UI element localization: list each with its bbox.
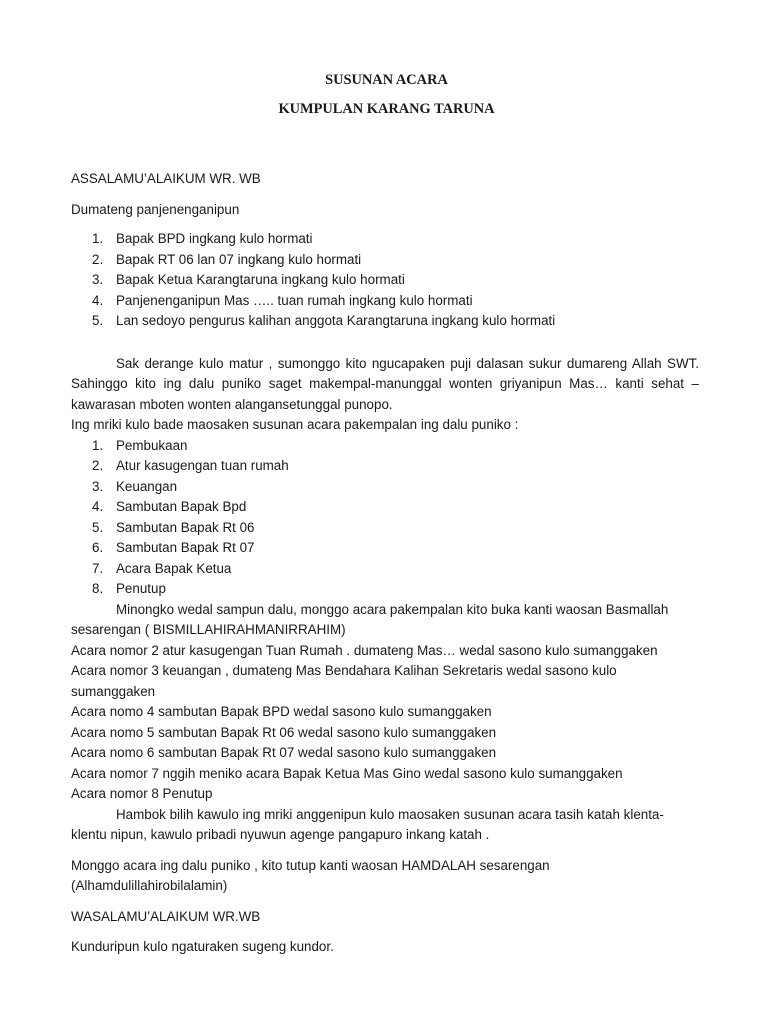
list-number: 8. [92, 581, 104, 596]
address-list [71, 229, 699, 332]
list-number: 7. [92, 560, 104, 576]
list-item-text: Sambutan Bapak Rt 06 [116, 519, 255, 535]
list-number: 1. [92, 437, 104, 453]
agenda-line: Acara nomor 7 nggih meniko acara Bapak Ketua Mas Gino wedal sasono kulo sumanggaken [71, 765, 623, 781]
apology-paragraph: Hambok bilih kawulo ing mriki anggenipun kulo maosaken susunan acara tasih katah klenta-klentu nipun, kawulo pribadi nyuwun agenge pangapuro inkang katah . [71, 806, 664, 842]
final-line: Kunduripun kulo ngaturaken sugeng kundor. [71, 939, 334, 954]
list-item-text: Atur kasugengan tuan rumah [116, 458, 289, 473]
agenda-list-item [71, 518, 699, 539]
list-item-text: Panjenenganipun Mas ….. tuan rumah ingkang kulo hormati [116, 292, 473, 308]
agenda-list-item [71, 436, 699, 457]
list-item-text: Bapak RT 06 lan 07 ingkang kulo hormati [116, 251, 362, 267]
list-number: 1. [92, 231, 104, 246]
list-number: 4. [92, 292, 104, 308]
address-list-item [71, 291, 699, 312]
agenda-list-item [71, 538, 699, 559]
list-number: 5. [92, 313, 104, 328]
agenda-list-item [71, 456, 699, 477]
address-list-item [71, 250, 699, 271]
address-list-item [71, 311, 699, 332]
agenda-line: Acara nomo 6 sambutan Bapak Rt 07 wedal sasono kulo sumanggaken [71, 745, 497, 760]
list-item-text: Bapak BPD ingkang kulo hormati [116, 231, 313, 246]
agenda-intro: Ing mriki kulo bade maosaken susunan acara pakempalan ing dalu puniko : [71, 417, 519, 432]
agenda-line: Acara nomor 2 atur kasugengan Tuan Rumah . dumateng Mas… wedal sasono kulo sumanggaken [71, 642, 658, 658]
agenda-list [71, 436, 699, 600]
list-item-text: Sambutan Bapak Bpd [116, 499, 247, 514]
list-number: 3. [92, 272, 104, 287]
list-number: 6. [92, 540, 104, 555]
list-number: 2. [92, 458, 104, 473]
address-list-item [71, 270, 699, 291]
agenda-line: Acara nomo 4 sambutan Bapak BPD wedal sasono kulo sumanggaken [71, 704, 492, 719]
list-number: 4. [92, 499, 104, 514]
agenda-list-item [71, 477, 699, 498]
document-subtitle: KUMPULAN KARANG TARUNA [278, 101, 495, 117]
agenda-line: Acara nomo 5 sambutan Bapak Rt 06 wedal sasono kulo sumanggaken [71, 724, 497, 740]
list-item-text: Keuangan [116, 478, 178, 494]
agenda-list-item [71, 579, 699, 600]
list-number: 3. [92, 478, 104, 494]
document-title: SUSUNAN ACARA [325, 72, 448, 88]
list-number: 2. [92, 251, 104, 267]
list-item-text: Bapak Ketua Karangtaruna ingkang kulo hormati [116, 272, 405, 287]
closing-greeting: WASALAMU’ALAIKUM WR.WB [71, 908, 261, 924]
list-item-text: Pembukaan [116, 437, 188, 453]
document-page [71, 70, 699, 958]
agenda-list-item [71, 559, 699, 580]
list-item-text: Penutup [116, 581, 166, 596]
agenda-list-item [71, 497, 699, 518]
list-item-text: Acara Bapak Ketua [116, 560, 232, 576]
list-item-text: Lan sedoyo pengurus kalihan anggota Karangtaruna ingkang kulo hormati [116, 313, 556, 328]
agenda-line: Acara nomor 3 keuangan , dumateng Mas Bendahara Kalihan Sekretaris wedal sasono kulo sumanggaken [71, 663, 617, 699]
agenda-line: Acara nomor 8 Penutup [71, 786, 213, 801]
opening-prayer: Minongko wedal sampun dalu, monggo acara pakempalan kito buka kanti waosan Basmallah sesarengan ( BISMILLAHIRAHMANIRRAHIM) [71, 601, 669, 637]
opening-greeting: ASSALAMU’ALAIKUM WR. WB [71, 171, 261, 186]
opening-paragraph: Sak derange kulo matur , sumonggo kito ngucapaken puji dalasan sukur dumareng Allah SWT. Sahinggo kito ing dalu puniko saget makempal-manunggal wonten griyanipun Mas… kanti sehat – kawarasan mboten wonten alangansetunggal punopo. [71, 355, 699, 412]
list-item-text: Sambutan Bapak Rt 07 [116, 540, 255, 555]
list-number: 5. [92, 519, 104, 535]
address-list-item [71, 229, 699, 250]
closing-prayer: Monggo acara ing dalu puniko , kito tutup kanti waosan HAMDALAH sesarengan (Alhamdulillahirobilalamin) [71, 857, 550, 893]
address-intro: Dumateng panjenenganipun [71, 201, 240, 217]
